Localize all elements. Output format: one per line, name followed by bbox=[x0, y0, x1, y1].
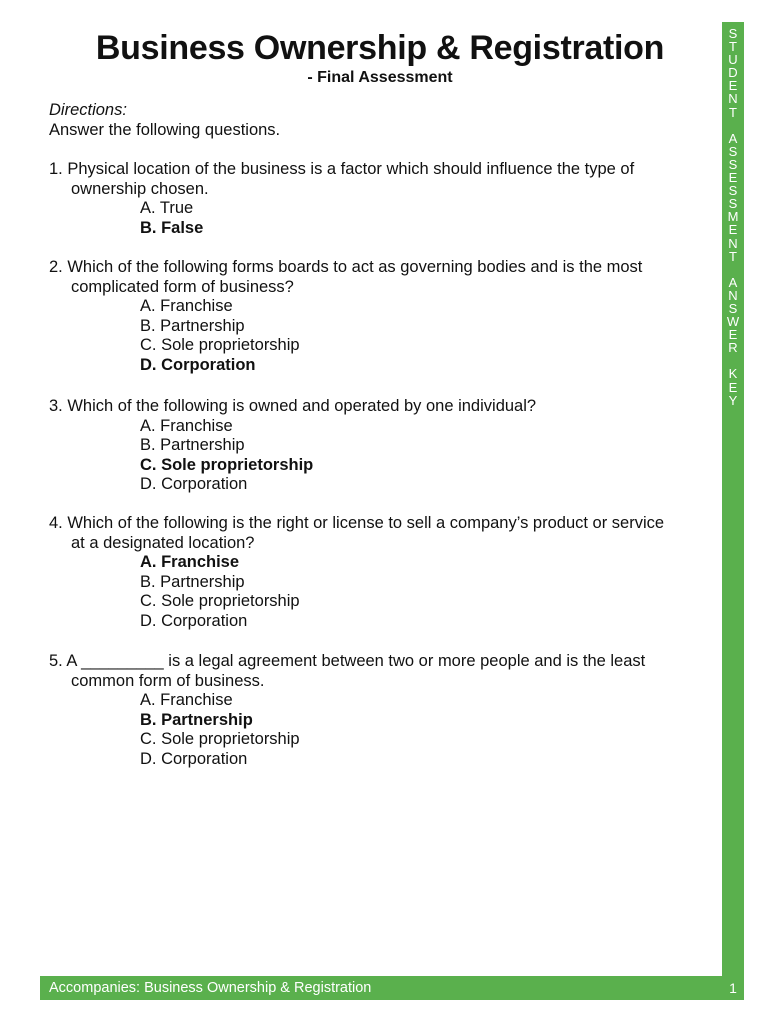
sidebar-letter: S bbox=[728, 183, 738, 199]
sidebar-letter: A bbox=[728, 274, 738, 290]
question-3 bbox=[49, 397, 719, 495]
sidebar-letter: M bbox=[727, 209, 739, 225]
sidebar-letter: S bbox=[728, 196, 738, 212]
question-text-line: 5. A _________ is a legal agreement between two or more people and is the least bbox=[49, 652, 646, 670]
question-1 bbox=[49, 160, 719, 238]
answer-key-side-bar bbox=[722, 22, 744, 1000]
sidebar-letter: N bbox=[728, 287, 738, 303]
question-text-line: 1. Physical location of the business is a factor which should influence the type of bbox=[49, 160, 635, 178]
correct-answer-option: B. Partnership bbox=[140, 710, 253, 729]
question-4 bbox=[49, 514, 719, 632]
question-text-line: at a designated location? bbox=[71, 533, 255, 552]
page-subtitle: - Final Assessment bbox=[307, 69, 453, 86]
sidebar-letter bbox=[722, 263, 744, 276]
sidebar-letter: S bbox=[728, 300, 738, 316]
sidebar-letter: E bbox=[728, 170, 738, 186]
answer-option: B. Partnership bbox=[140, 436, 245, 455]
question-text-line: common form of business. bbox=[71, 671, 265, 690]
answer-option: B. Partnership bbox=[140, 572, 245, 591]
sidebar-letter: E bbox=[728, 78, 738, 94]
question-text-line: complicated form of business? bbox=[71, 277, 294, 296]
sidebar-letter: S bbox=[728, 26, 738, 41]
sidebar-letter: N bbox=[728, 235, 738, 251]
page-number: 1 bbox=[729, 980, 737, 996]
sidebar-letter: S bbox=[728, 143, 738, 159]
directions-label: Directions: bbox=[49, 101, 127, 119]
directions-text: Answer the following questions. bbox=[49, 121, 281, 139]
answer-key-vertical-label bbox=[722, 27, 744, 407]
sidebar-letter: T bbox=[729, 248, 737, 264]
question-2 bbox=[49, 258, 719, 376]
sidebar-letter: T bbox=[729, 104, 737, 120]
question-text-line: 4. Which of the following is the right or license to sell a company’s product or service bbox=[49, 514, 665, 532]
page-title: Business Ownership & Registration bbox=[95, 29, 665, 67]
correct-answer-option: D. Corporation bbox=[140, 355, 256, 374]
answer-option: D. Corporation bbox=[140, 475, 248, 494]
question-5 bbox=[49, 652, 719, 770]
sidebar-letter: E bbox=[728, 327, 738, 343]
sidebar-letter bbox=[722, 119, 744, 132]
correct-answer-option: A. Franchise bbox=[140, 553, 240, 572]
sidebar-letter: K bbox=[728, 366, 738, 382]
answer-option: A. Franchise bbox=[140, 416, 233, 435]
answer-option: A. True bbox=[140, 199, 194, 218]
question-text-line: 2. Which of the following forms boards to act as governing bodies and is the most bbox=[49, 258, 643, 276]
answer-option: D. Corporation bbox=[140, 611, 248, 630]
answer-option: A. Franchise bbox=[140, 691, 233, 710]
answer-option: D. Corporation bbox=[140, 749, 248, 768]
correct-answer-option: C. Sole proprietorship bbox=[140, 455, 314, 474]
answer-option: C. Sole proprietorship bbox=[140, 592, 300, 611]
question-text-line: ownership chosen. bbox=[71, 179, 209, 198]
sidebar-letter: E bbox=[728, 222, 738, 238]
footer-text: Accompanies: Business Ownership & Registration bbox=[49, 980, 372, 996]
answer-option: B. Partnership bbox=[140, 316, 245, 335]
answer-option: C. Sole proprietorship bbox=[140, 730, 300, 749]
sidebar-letter: E bbox=[728, 379, 738, 395]
sidebar-letter: W bbox=[726, 314, 740, 330]
sidebar-letter: N bbox=[728, 91, 738, 107]
sidebar-letter: R bbox=[728, 340, 738, 356]
sidebar-letter: A bbox=[728, 130, 738, 146]
sidebar-letter: D bbox=[728, 65, 738, 81]
sidebar-letter: U bbox=[728, 52, 738, 68]
answer-option: C. Sole proprietorship bbox=[140, 336, 300, 355]
sidebar-letter: Y bbox=[728, 392, 738, 408]
sidebar-letter: S bbox=[728, 156, 738, 172]
answer-option: A. Franchise bbox=[140, 297, 233, 316]
question-text-line: 3. Which of the following is owned and operated by one individual? bbox=[49, 397, 537, 415]
correct-answer-option: B. False bbox=[140, 218, 204, 237]
footer-bar bbox=[40, 976, 722, 1000]
sidebar-letter: T bbox=[729, 39, 737, 55]
